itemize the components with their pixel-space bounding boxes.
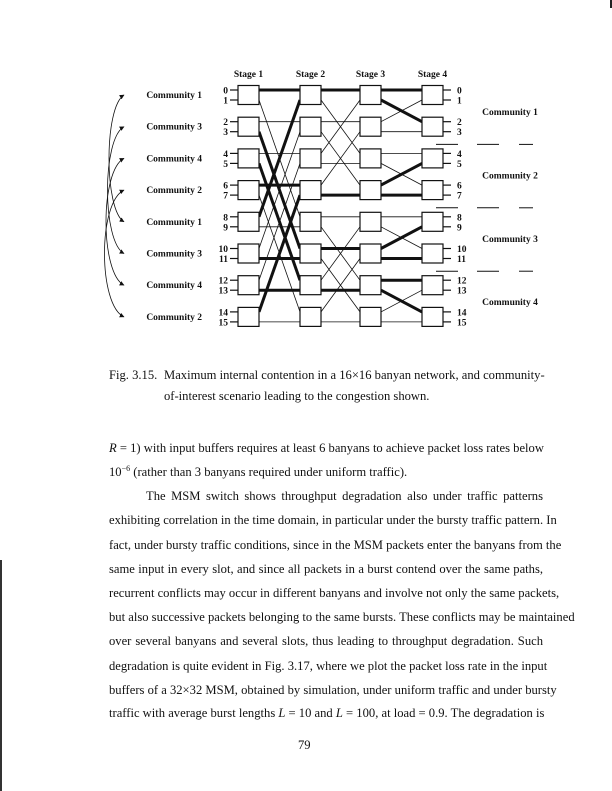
- stage-header: Stage 1: [233, 70, 264, 80]
- input-port-label: 12: [218, 276, 228, 287]
- body-line: degradation is quite evident in Fig. 3.17, where we plot the packet loss rate in the input: [109, 659, 548, 673]
- stage-header: Stage 3: [355, 70, 386, 80]
- text: = 1) with input buffers requires at least 6 banyans to achieve packet loss rates below: [116, 441, 544, 455]
- input-port-label: 0: [223, 86, 228, 97]
- figure-caption-line1: Maximum internal contention in a 16×16 banyan network, and community-: [164, 368, 545, 382]
- body-line: [109, 441, 543, 455]
- right-community-label: Community 4: [482, 298, 538, 309]
- input-port-label: 4: [223, 149, 228, 160]
- left-community-label: Community 1: [146, 91, 202, 101]
- switch-element: [238, 181, 259, 200]
- text: 10: [109, 465, 122, 479]
- switch-element: [300, 181, 321, 200]
- output-port-label: 6: [457, 181, 462, 192]
- text: = 100, at load = 0.9. The degradation is: [342, 706, 545, 720]
- variable: L: [278, 706, 286, 720]
- variable: L: [335, 706, 343, 720]
- switch-element: [422, 86, 443, 105]
- exponent: −6: [121, 464, 131, 473]
- input-port-label: 7: [223, 191, 228, 202]
- switch-element: [422, 117, 443, 136]
- switch-element: [300, 276, 321, 295]
- output-port-label: 3: [457, 128, 462, 139]
- switch-element: [300, 117, 321, 136]
- left-community-label: Community 4: [146, 154, 202, 165]
- input-port-label: 13: [218, 286, 228, 297]
- left-community-label: Community 1: [146, 217, 202, 228]
- left-community-label: Community 4: [146, 281, 202, 292]
- output-port-label: 11: [457, 255, 466, 265]
- input-port-label: 5: [223, 159, 228, 170]
- switch-element: [360, 117, 381, 136]
- community-arrow: [106, 158, 124, 285]
- switch-element: [300, 86, 321, 105]
- right-community-label: Community 1: [482, 108, 538, 118]
- output-port-label: 7: [457, 191, 462, 202]
- output-port-label: 10: [457, 245, 467, 255]
- community-arrow: [109, 95, 124, 222]
- output-port-label: 8: [457, 213, 462, 224]
- input-port-label: 15: [218, 318, 228, 329]
- left-community-label: Community 3: [146, 249, 202, 260]
- text: traffic with average burst lengths: [109, 706, 279, 720]
- switch-element: [238, 117, 259, 136]
- input-port-label: 14: [218, 308, 228, 319]
- text: (rather than 3 banyans required under uniform traffic).: [130, 465, 408, 479]
- switch-element: [422, 181, 443, 200]
- switch-element: [238, 86, 259, 105]
- output-port-label: 13: [457, 286, 467, 297]
- switch-element: [360, 276, 381, 295]
- switch-element: [360, 244, 381, 263]
- community-arrow: [108, 127, 125, 254]
- switch-element: [238, 307, 259, 326]
- switch-element: [360, 86, 381, 105]
- community-arrow: [105, 190, 125, 317]
- right-community-label: Community 3: [482, 234, 538, 245]
- switch-element: [422, 212, 443, 231]
- switch-element: [360, 307, 381, 326]
- output-port-label: 0: [457, 86, 462, 97]
- output-port-label: 15: [457, 318, 467, 329]
- body-line: over several banyans and several slots, thus leading to throughput degradation. Such: [109, 634, 543, 648]
- input-port-label: 10: [218, 245, 228, 255]
- body-line: same input in every slot, and since all packets in a burst contend over the same paths,: [109, 562, 543, 576]
- body-line: [109, 706, 543, 720]
- body-line: exhibiting correlation in the time domain, in particular under the bursty traffic pattern. In: [109, 513, 557, 527]
- switch-element: [300, 244, 321, 263]
- output-port-label: 2: [457, 118, 462, 129]
- body-line: but also successive packets belonging to the same bursts. These conflicts may be maintained: [109, 610, 575, 624]
- output-port-label: 12: [457, 276, 467, 287]
- output-port-label: 14: [457, 308, 467, 319]
- switch-element: [360, 149, 381, 168]
- page-number: 79: [298, 738, 311, 752]
- body-line: recurrent conflicts may occur in different banyans and involve not only the same packets,: [109, 586, 560, 600]
- input-port-label: 11: [219, 255, 228, 265]
- switch-element: [300, 212, 321, 231]
- body-line: fact, under bursty traffic conditions, since in the MSM packets enter the banyans from the: [109, 538, 562, 552]
- text: = 10 and: [285, 706, 336, 720]
- left-community-label: Community 3: [146, 122, 202, 133]
- switch-element: [238, 276, 259, 295]
- switch-element: [300, 149, 321, 168]
- left-community-label: Community 2: [146, 186, 202, 197]
- switch-element: [422, 307, 443, 326]
- figure-caption-line2: of-interest scenario leading to the congestion shown.: [164, 389, 430, 403]
- variable: R: [109, 441, 117, 455]
- switch-element: [238, 244, 259, 263]
- right-community-label: Community 2: [482, 171, 538, 182]
- input-port-label: 1: [223, 96, 228, 107]
- input-port-label: 9: [223, 223, 228, 234]
- input-port-label: 3: [223, 128, 228, 139]
- switch-element: [238, 212, 259, 231]
- switch-element: [238, 149, 259, 168]
- output-port-label: 4: [457, 149, 462, 160]
- output-port-label: 9: [457, 223, 462, 234]
- switch-element: [422, 276, 443, 295]
- output-port-label: 5: [457, 159, 462, 170]
- banyan-network-diagram: [0, 0, 612, 340]
- left-community-label: Community 2: [146, 312, 202, 323]
- switch-element: [300, 307, 321, 326]
- body-line: buffers of a 32×32 MSM, obtained by simulation, under uniform traffic and under bursty: [109, 683, 557, 697]
- stage-header: Stage 2: [295, 70, 326, 80]
- input-port-label: 2: [223, 118, 228, 129]
- stage-header: Stage 4: [417, 70, 448, 80]
- scan-edge: [0, 560, 2, 791]
- switch-element: [360, 212, 381, 231]
- switch-element: [360, 181, 381, 200]
- body-line: [109, 465, 407, 479]
- output-port-label: 1: [457, 96, 462, 107]
- input-port-label: 6: [223, 181, 228, 192]
- input-port-label: 8: [223, 213, 228, 224]
- figure-caption-label: Fig. 3.15.: [109, 368, 158, 382]
- body-line: The MSM switch shows throughput degradation also under traffic patterns: [146, 489, 543, 503]
- switch-element: [422, 244, 443, 263]
- switch-element: [422, 149, 443, 168]
